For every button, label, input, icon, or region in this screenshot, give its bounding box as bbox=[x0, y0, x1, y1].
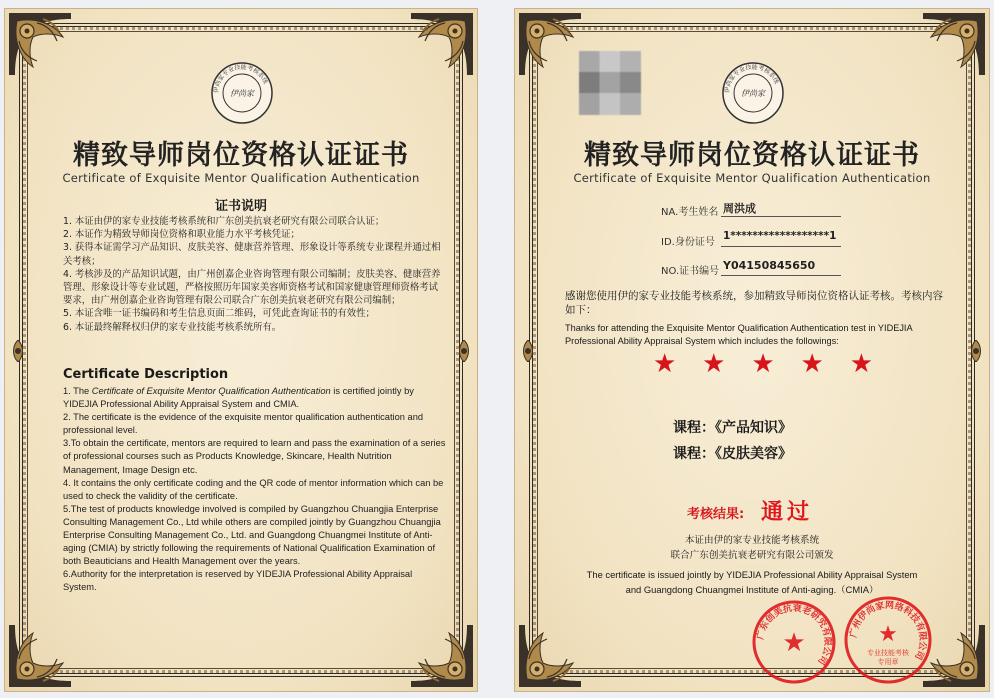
course-item: 课程：《产品知识》 bbox=[673, 420, 792, 436]
en-section-heading: Certificate Description bbox=[63, 367, 229, 382]
corner-ornament-icon bbox=[517, 623, 583, 689]
svg-text:伊尚家: 伊尚家 bbox=[230, 89, 254, 98]
cn-description-list bbox=[63, 215, 447, 334]
cert-no-underline bbox=[721, 275, 841, 276]
id-value: 1******************1 bbox=[723, 230, 837, 242]
cn-section-heading: 证书说明 bbox=[214, 199, 267, 214]
brand-seal-logo bbox=[721, 61, 785, 125]
issuer-cn-line: 联合广东创美抗衰老研究有限公司颁发 bbox=[670, 550, 834, 561]
svg-text:伊尚家: 伊尚家 bbox=[741, 89, 765, 98]
corner-ornament-icon bbox=[7, 11, 73, 77]
en-description-list bbox=[63, 385, 447, 595]
course-item: 课程：《皮肤美容》 bbox=[673, 446, 792, 462]
svg-text:伊尚家专业技能考核系统: 伊尚家专业技能考核系统 bbox=[723, 63, 780, 94]
certificate-subtitle: Certificate of Exquisite Mentor Qualification Authentication bbox=[573, 171, 931, 185]
name-label: NA.考生姓名 bbox=[661, 207, 719, 218]
certificate-title: 精致导师岗位资格认证证书 bbox=[584, 140, 920, 171]
svg-text:广州伊尚家网络科技有限公司: 广州伊尚家网络科技有限公司 bbox=[848, 600, 928, 661]
en-list-item bbox=[63, 437, 447, 476]
cn-list-item: 6. 本证最终解释权归伊的家专业技能考核系统所有。 bbox=[63, 321, 282, 333]
name-underline bbox=[721, 216, 841, 217]
official-stamp-cmia bbox=[751, 599, 837, 685]
rating-stars bbox=[653, 351, 873, 377]
en-list-item-text: 6.Authority for the interpretation is reserved by YIDEJIA Professional Ability Appraisal System. bbox=[63, 569, 413, 593]
cert-no-value: Y04150845650 bbox=[723, 259, 816, 272]
en-list-item-text: 4. It contains the only certificate coding and the QR code of mentor information which can be used to check the validity of the certificate. bbox=[63, 477, 444, 501]
result-value: 通过 bbox=[761, 500, 814, 525]
en-list-item-text: 1. The bbox=[63, 386, 92, 396]
corner-ornament-icon bbox=[409, 11, 475, 77]
en-list-item-text: 5.The test of products knowledge involved is compiled by Guangzhou Chuangjia Enterprise Consulting Management Co., Ltd while others are compiled jointly by Guangzhou Chuangjia Enterprise Consulting Management Co., Ltd. and Guangdong Chuangmei Institute of Anti-aging (CMIA) by strictly following the requirements of National Qualification Examination of both Beauticians and Health Management over the years. bbox=[63, 503, 441, 567]
svg-text:专用章: 专用章 bbox=[877, 658, 899, 666]
en-list-item bbox=[63, 477, 447, 503]
blurred-photo bbox=[579, 51, 641, 115]
en-list-item-title: Certificate of Exquisite Mentor Qualification Authentication bbox=[91, 386, 331, 396]
star-icon: ★ bbox=[751, 349, 775, 379]
cn-list-item: 1. 本证由伊的家专业技能考核系统和广东创美抗衰老研究有限公司联合认证； bbox=[63, 216, 385, 227]
official-stamp-exam bbox=[843, 595, 933, 685]
issuer-en-line: The certificate is issued jointly by YIDEJIA Professional Ability Appraisal System bbox=[586, 569, 918, 580]
id-label: ID.身份证号 bbox=[661, 237, 715, 248]
certificate-back-page bbox=[4, 8, 478, 692]
issuer-cn-line: 本证由伊的家专业技能考核系统 bbox=[684, 535, 820, 546]
cert-no-label: NO.证书编号 bbox=[661, 266, 720, 277]
star-icon: ★ bbox=[849, 349, 873, 379]
star-icon: ★ bbox=[702, 349, 726, 379]
svg-text:专业技能考核: 专业技能考核 bbox=[867, 649, 909, 657]
result-label: 考核结果: bbox=[687, 507, 745, 522]
en-list-item-text: 2. The certificate is the evidence of the exquisite mentor qualification authentication and professional level. bbox=[63, 412, 424, 436]
en-list-item bbox=[63, 385, 447, 411]
side-ornament-icon bbox=[968, 340, 984, 362]
side-ornament-icon bbox=[520, 340, 536, 362]
cn-list-item: 5. 本证含唯一证书编码和考生信息页面二维码，可凭此查询证书的有效性； bbox=[63, 308, 375, 320]
side-ornament-icon bbox=[10, 340, 26, 362]
corner-ornament-icon bbox=[921, 11, 987, 77]
id-underline bbox=[721, 246, 841, 247]
en-list-item bbox=[63, 503, 447, 568]
svg-text:伊尚家专业技能考核系统: 伊尚家专业技能考核系统 bbox=[212, 63, 269, 94]
en-list-item-text: 3.To obtain the certificate, mentors are required to learn and pass the examination of a series of professional courses such as Products Knowledge, Skincare, Health Nutrition Management, Image Design etc. bbox=[63, 438, 446, 475]
brand-seal-logo bbox=[210, 61, 274, 125]
svg-text:★: ★ bbox=[782, 628, 806, 658]
corner-ornament-icon bbox=[7, 623, 73, 689]
cn-list-item: 3. 获得本证需学习产品知识、皮肤美容、健康营养管理、形象设计等系统专业课程并通过相关考核； bbox=[63, 242, 441, 267]
side-ornament-icon bbox=[456, 340, 472, 362]
name-value: 周洪成 bbox=[723, 202, 756, 215]
issuer-en-line: and Guangdong Chuangmei Institute of Anti-aging.（CMIA） bbox=[625, 584, 879, 595]
en-list-item bbox=[63, 568, 447, 594]
certificate-front-page bbox=[514, 8, 990, 692]
svg-text:广东创美抗衰老研究有限公司: 广东创美抗衰老研究有限公司 bbox=[755, 603, 833, 667]
svg-text:★: ★ bbox=[878, 622, 898, 647]
en-list-item bbox=[63, 411, 447, 437]
certificate-title: 精致导师岗位资格认证证书 bbox=[73, 140, 409, 171]
star-icon: ★ bbox=[653, 349, 677, 379]
thanks-text-cn: 感谢您使用伊的家专业技能考核系统，参加精致导师岗位资格认证考核。考核内容如下： bbox=[565, 290, 943, 316]
cn-list-item: 4. 考核涉及的产品知识试题，由广州创嘉企业咨询管理有限公司编制；皮肤美容、健康营养管理、形象设计等专业试题，严格按照历年国家美容师资格考试和国家健康管理师资格考试要求，由广州创嘉企业咨询管理有限公司联合广东创美抗衰老研究有限公司编制； bbox=[63, 268, 441, 307]
star-icon: ★ bbox=[800, 349, 824, 379]
corner-ornament-icon bbox=[517, 11, 583, 77]
cn-list-item: 2. 本证作为精致导师岗位资格和职业能力水平考核凭证； bbox=[63, 229, 300, 241]
thanks-text-en: Thanks for attending the Exquisite Mentor Qualification Authentication test in YIDEJIA Professional Ability Appraisal System which includes the followings: bbox=[565, 323, 913, 346]
certificate-subtitle: Certificate of Exquisite Mentor Qualification Authentication bbox=[62, 171, 420, 185]
en-list-item-text: is certified jointly by YIDEJIA Professional Ability Appraisal System and CMIA. bbox=[63, 386, 414, 410]
corner-ornament-icon bbox=[409, 623, 475, 689]
